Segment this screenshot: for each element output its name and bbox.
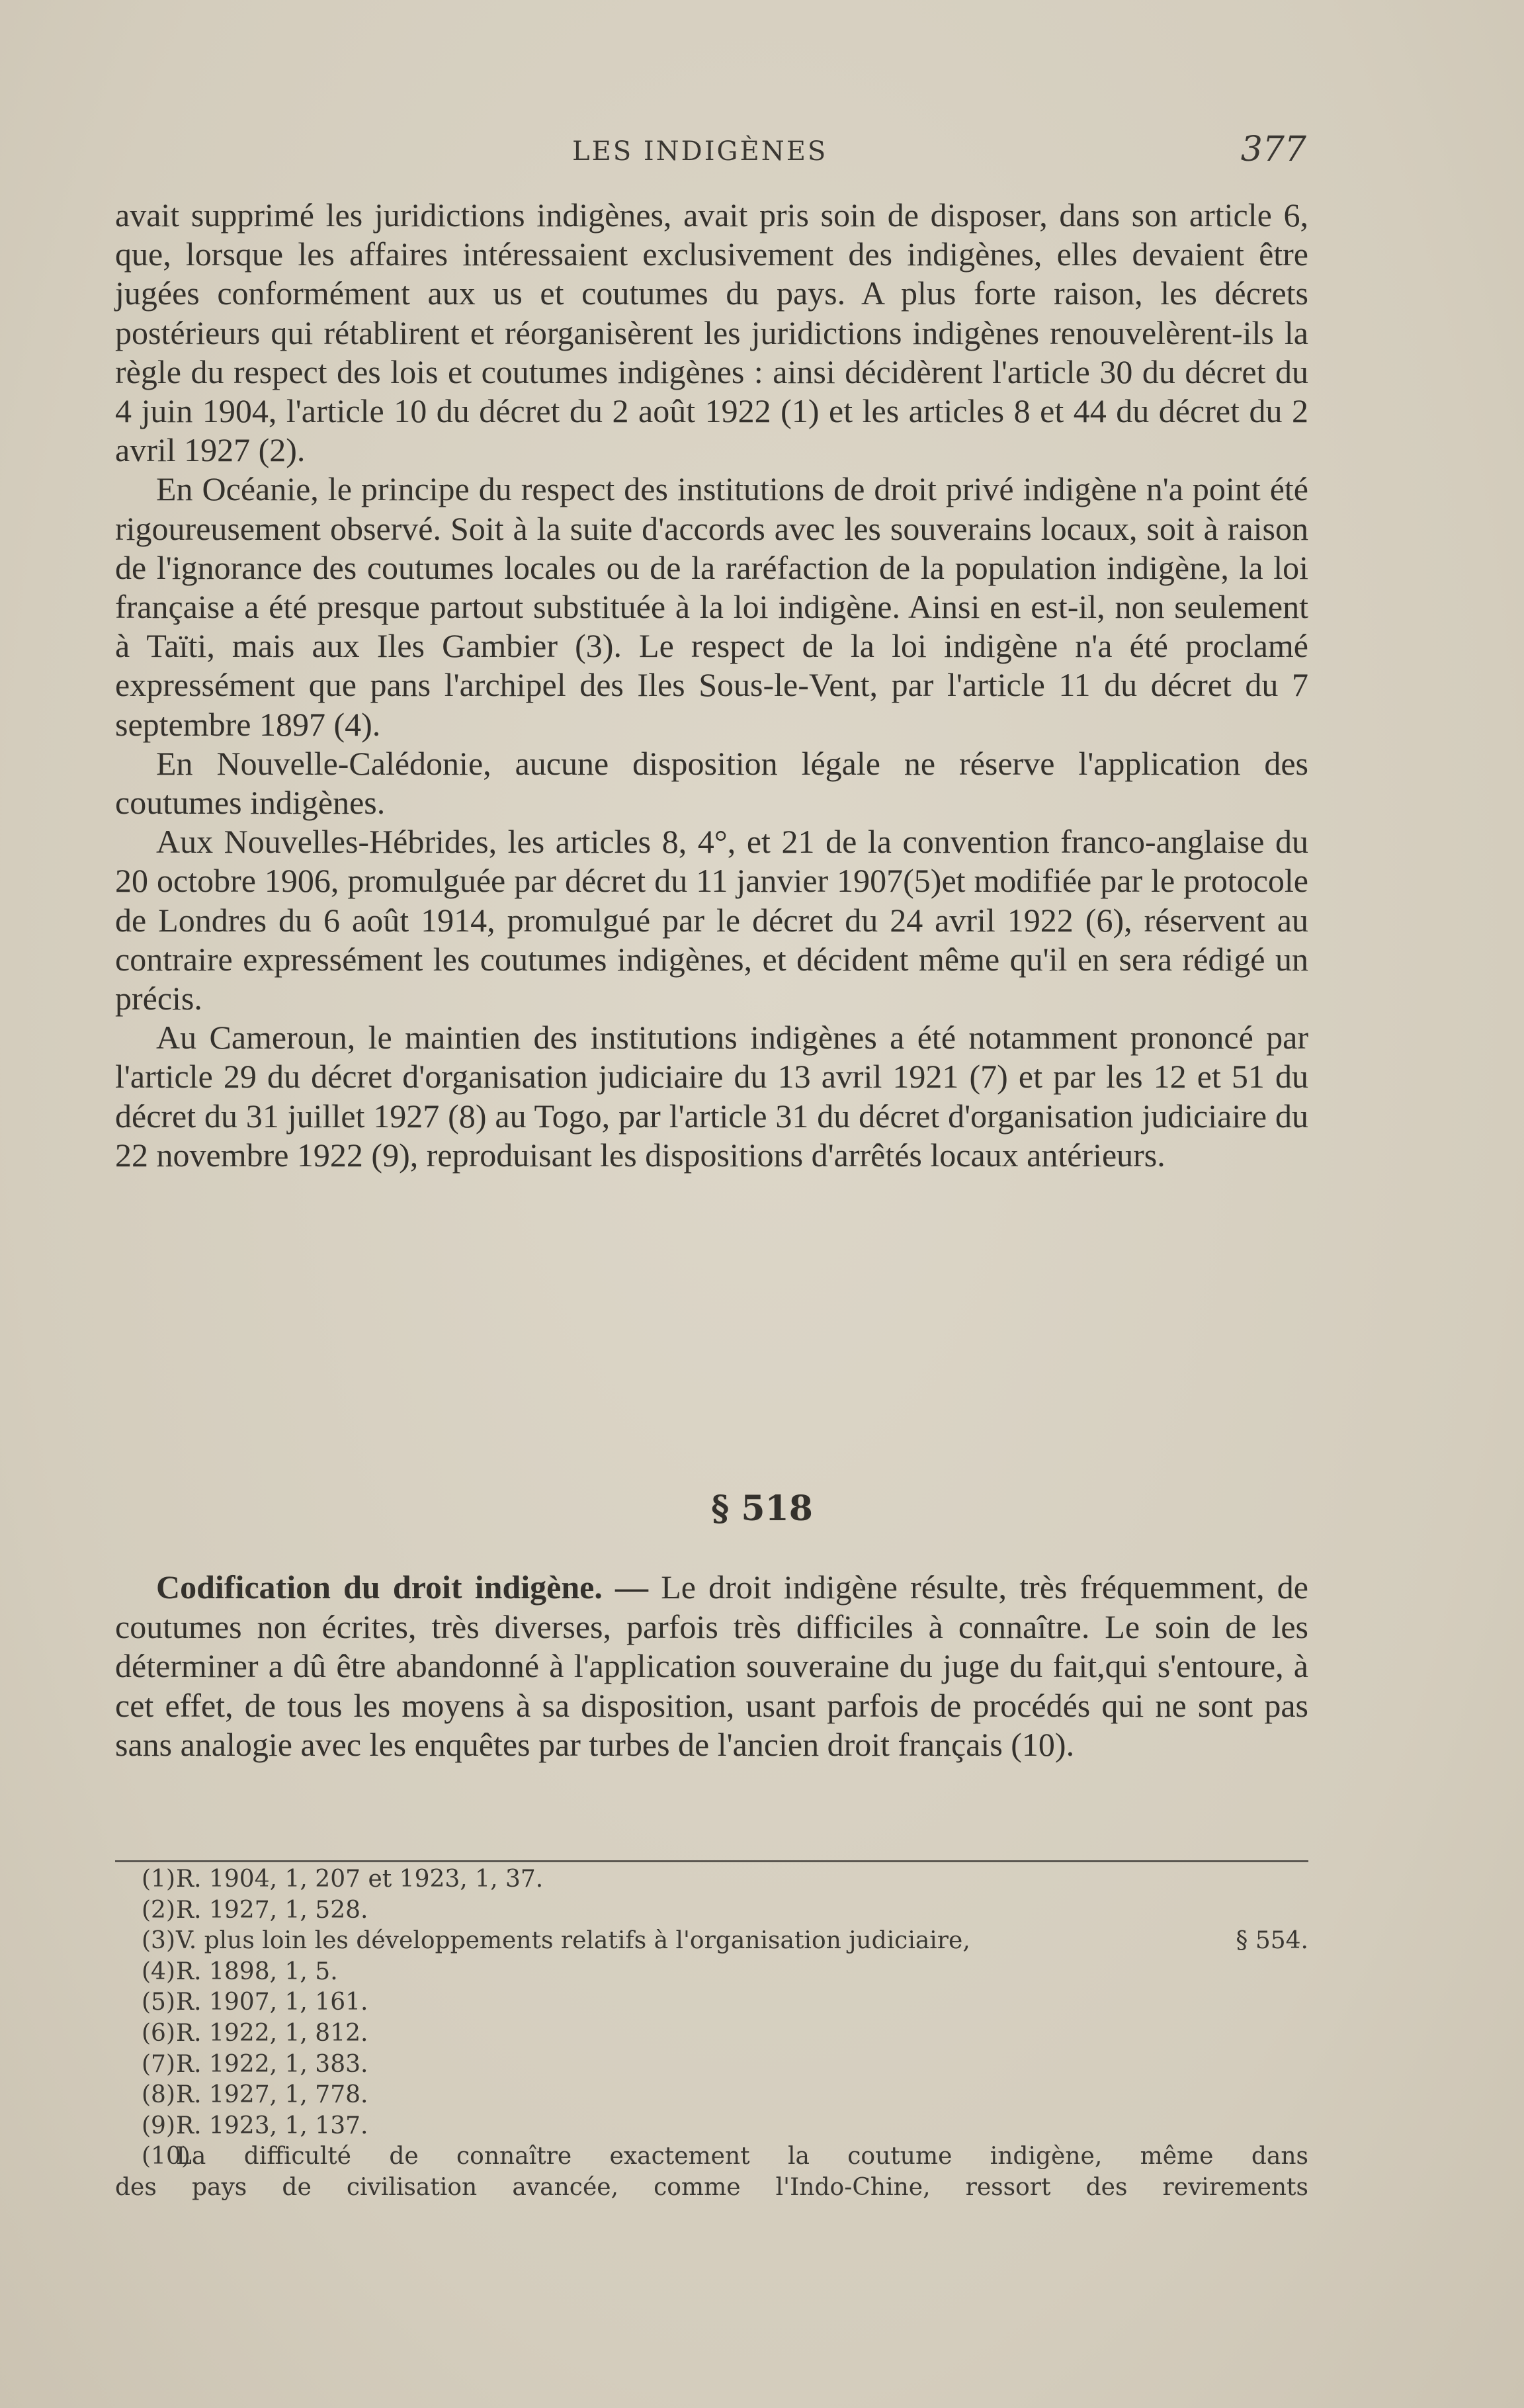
paragraph: En Nouvelle-Calédonie, aucune disposition légale ne réserve l'application des coutumes indigènes.: [115, 744, 1308, 822]
footnote-text: R. 1927, 1, 528.: [176, 1896, 368, 1924]
section-text: Le droit indigène résulte, très fréquemment, de coutumes non écrites, très diverses, parfois très difficiles à connaître. Le soin de les déterminer a dû être abandonné à l'application souveraine du juge du fait,qui s'entoure, à cet effet, de tous les moyens à sa disposition, usant parfois de procédés qui ne sont pas sans analogie avec les enquêtes par turbes de l'ancien droit français (10).: [115, 1569, 1308, 1763]
footnote-text: R. 1907, 1, 161.: [176, 1989, 368, 2016]
footnote-divider: [115, 1860, 1308, 1862]
section-paragraph: [115, 1568, 1308, 1765]
section-number: § 518: [711, 1488, 813, 1529]
footnote: [115, 1895, 1308, 1926]
footnote-text: La difficulté de connaître exactement la coutume indigène, même dans: [176, 2143, 1308, 2171]
footnote: [115, 1987, 1308, 2018]
footnote-text: R. 1923, 1, 137.: [176, 2112, 368, 2139]
footnote: [115, 1926, 1308, 1957]
footnote-section-ref: § 554.: [1236, 1927, 1308, 1955]
paragraph: En Océanie, le principe du respect des institutions de droit privé indigène n'a point été rigoureusement observé. Soit à la suite d'accords avec les souverains locaux, soit à raison de l'ignorance des coutumes locales ou de la raréfaction de la population indigène, la loi française a été presque partout substituée à la loi indigène. Ainsi en est-il, non seulement à Taïti, mais aux Iles Gambier (3). Le respect de la loi indigène n'a été proclamé expressément que pans l'archipel des Iles Sous-le-Vent, par l'article 11 du décret du 7 septembre 1897 (4).: [115, 470, 1308, 743]
footnote-text: R. 1898, 1, 5.: [176, 1957, 338, 1985]
section-heading: Codification du droit indigène. —: [156, 1569, 649, 1606]
footnote-number: (10): [142, 2143, 190, 2171]
paragraph: avait supprimé les juridictions indigènes, avait pris soin de disposer, dans son article 6, que, lorsque les affaires intéressaient exclusivement des indigènes, elles devaient être jugées conformément aux us et coutumes du pays. A plus forte raison, les décrets postérieurs qui rétablirent et réorganisèrent les juridictions indigènes renouvelèrent-ils la règle du respect des lois et coutumes indigènes : ainsi décidèrent l'article 30 du décret du 4 juin 1904, l'article 10 du décret du 2 août 1922 (1) et les articles 8 et 44 du décret du 2 avril 1927 (2).: [115, 196, 1308, 469]
footnote: [115, 2080, 1308, 2111]
footnote: [115, 1957, 1308, 1988]
footnote-number: (6): [142, 2019, 175, 2047]
footnote-number: (4): [142, 1957, 175, 1985]
paragraph: Aux Nouvelles-Hébrides, les articles 8, 4°, et 21 de la convention franco-anglaise du 20 octobre 1906, promulguée par décret du 11 janvier 1907(5)et modifiée par le protocole de Londres du 6 août 1914, promulgué par le décret du 24 avril 1922 (6), réservent au contraire expressément les coutumes indigènes, et décident même qu'il en sera rédigé un précis.: [115, 823, 1308, 1017]
footnote-number: (9): [142, 2112, 175, 2139]
footnote-number: (8): [142, 2081, 175, 2109]
footnote-number: (5): [142, 1989, 175, 2016]
footnote: [115, 2141, 1308, 2172]
footnote: [115, 2049, 1308, 2081]
footnote-text: V. plus loin les développements relatifs à l'organisation judiciaire,: [176, 1927, 970, 1955]
footnote-text: R. 1922, 1, 812.: [176, 2019, 368, 2047]
page-number: 377: [1240, 130, 1306, 169]
body-text: [115, 196, 1308, 1175]
footnotes: [115, 1864, 1308, 2204]
footnote: [115, 1864, 1308, 1895]
footnote-number: (3): [142, 1927, 175, 1955]
footnote-continuation: des pays de civilisation avancée, comme l'Indo-Chine, ressort des revirements: [115, 2173, 1308, 2201]
running-title: LES INDIGÈNES: [572, 136, 828, 167]
footnote-text: R. 1904, 1, 207 et 1923, 1, 37.: [176, 1866, 544, 1893]
footnote: [115, 2111, 1308, 2142]
page-header: [116, 130, 1306, 176]
footnote-text: R. 1922, 1, 383.: [176, 2050, 368, 2078]
footnote-number: (7): [142, 2050, 175, 2078]
footnote: [115, 2018, 1308, 2049]
footnote-text: R. 1927, 1, 778.: [176, 2081, 368, 2109]
footnote-number: (1): [142, 1866, 175, 1893]
footnote-number: (2): [142, 1896, 175, 1924]
paragraph: Au Cameroun, le maintien des institutions indigènes a été notamment prononcé par l'article 29 du décret d'organisation judiciaire du 13 avril 1921 (7) et par les 12 et 51 du décret du 31 juillet 1927 (8) au Togo, par l'article 31 du décret d'organisation judiciaire du 22 novembre 1922 (9), reproduisant les dispositions d'arrêtés locaux antérieurs.: [115, 1019, 1308, 1174]
